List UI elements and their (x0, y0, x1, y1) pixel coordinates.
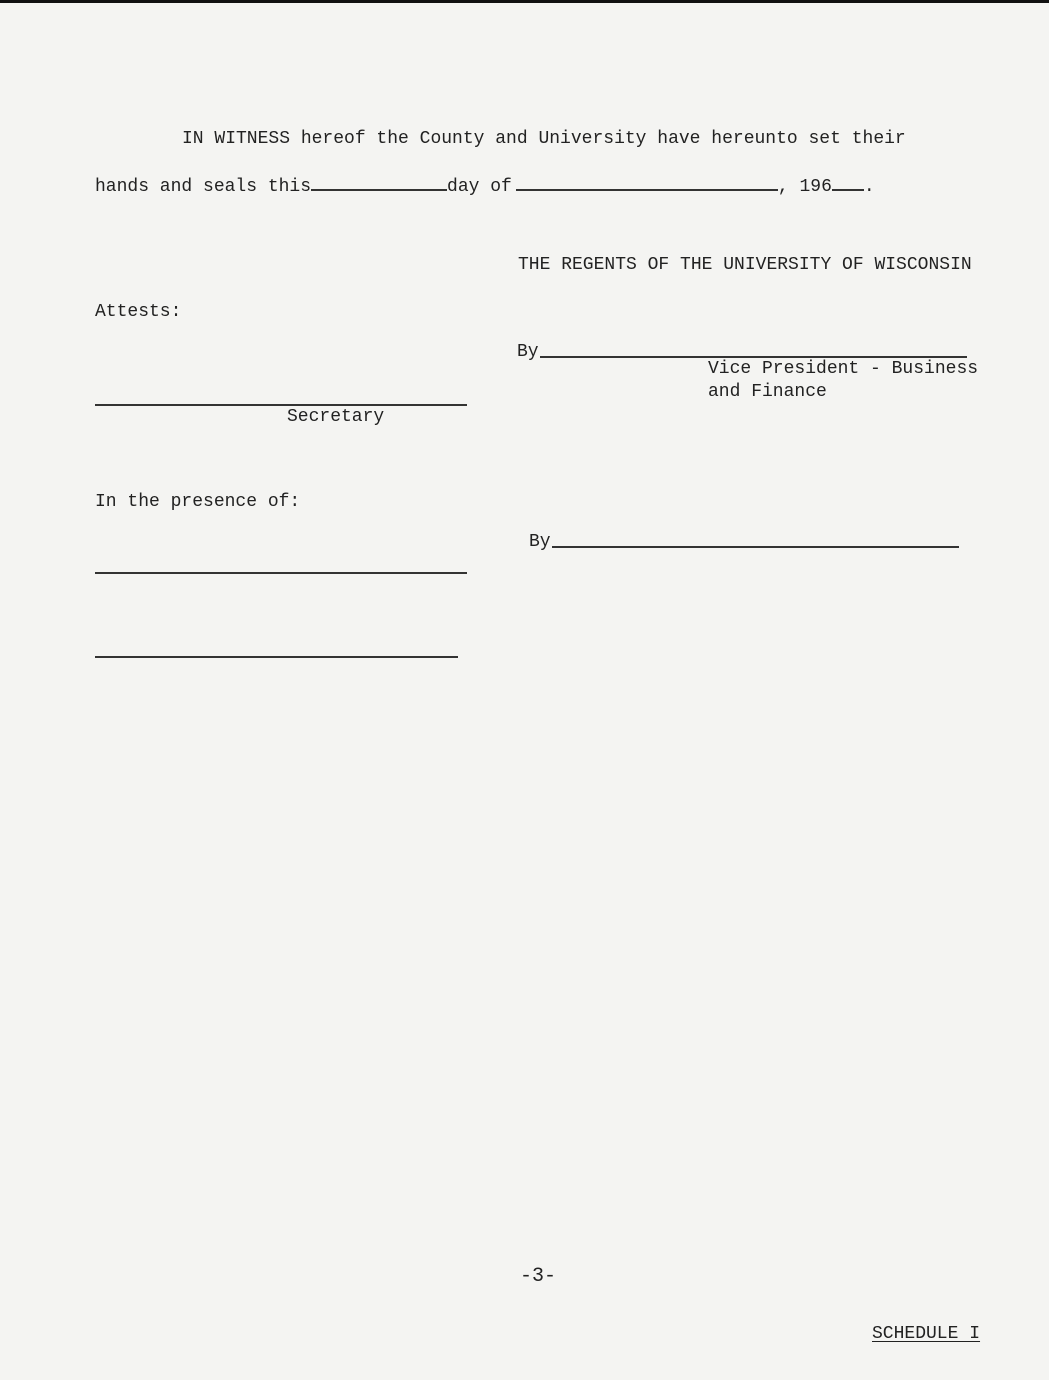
secretary-label: Secretary (287, 407, 385, 427)
by-label-vp: By (517, 342, 539, 362)
witness-line-1: IN WITNESS hereof the County and University have hereunto set their (182, 129, 906, 149)
year-blank[interactable] (832, 173, 864, 191)
witness-line-2-end: . (863, 177, 875, 197)
second-signature-line[interactable] (552, 546, 959, 548)
regents-heading: THE REGENTS OF THE UNIVERSITY OF WISCONSIN (518, 255, 972, 275)
page-number: -3- (520, 1265, 557, 1288)
page-top-edge (0, 0, 1049, 3)
witness-line-2-start: hands and seals this (95, 177, 312, 197)
secretary-signature-line[interactable] (95, 404, 467, 406)
witness-line-2 (95, 173, 875, 198)
by-label-second: By (529, 532, 551, 552)
witness-signature-line-2[interactable] (95, 656, 458, 658)
vp-title-line-2: and Finance (708, 382, 827, 402)
vp-title-line-1: Vice President - Business (708, 359, 979, 379)
witness-line-2-year: , 196 (777, 177, 832, 197)
day-blank[interactable] (311, 173, 447, 191)
month-blank[interactable] (516, 173, 778, 191)
presence-label: In the presence of: (95, 492, 301, 512)
witness-line-2-mid: day of (447, 177, 512, 197)
witness-signature-line-1[interactable] (95, 572, 467, 574)
attests-label: Attests: (95, 302, 182, 322)
schedule-label: SCHEDULE I (872, 1324, 981, 1344)
